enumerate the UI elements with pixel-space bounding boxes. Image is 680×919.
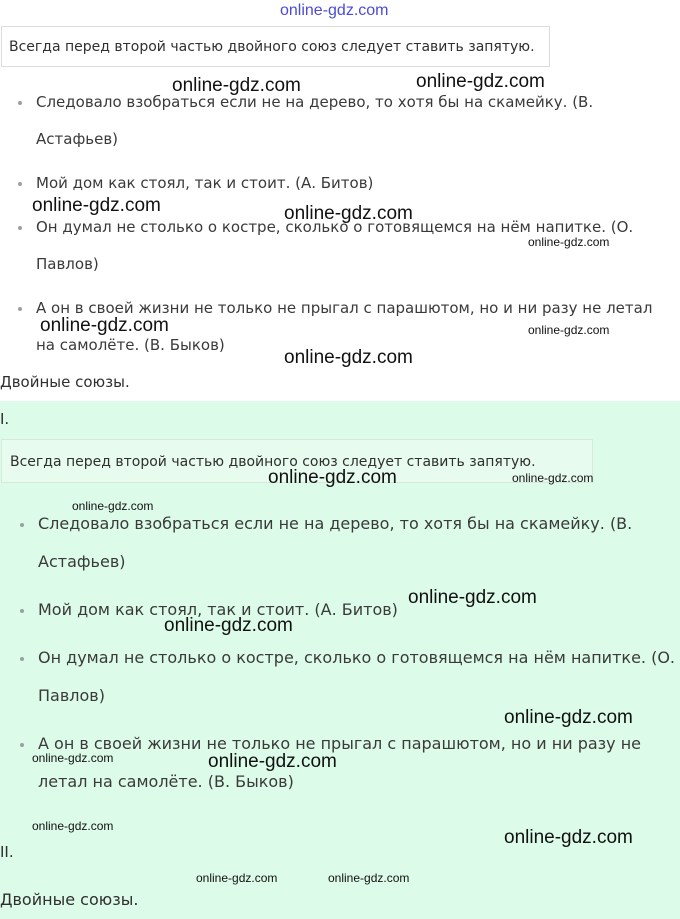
watermark: online-gdz.com (172, 75, 301, 96)
marker-2: II. (0, 843, 14, 861)
caption-1: Двойные союзы. (0, 373, 130, 391)
watermark: online-gdz.com (164, 615, 293, 636)
watermark: online-gdz.com (528, 235, 610, 249)
list-item: Он думал не столько о костре, сколько о готовящемся на нём напитке. (О. Павлов) (36, 209, 661, 283)
list-item: А он в своей жизни не только не прыгал с парашютом, но и ни разу не летал на самолёте. (В. Быков) (38, 725, 676, 801)
watermark: online-gdz.com (208, 751, 337, 772)
rule-box-1 (1, 26, 550, 67)
watermark: online-gdz.com (32, 819, 114, 833)
watermark: online-gdz.com (408, 587, 537, 608)
watermark: online-gdz.com (504, 707, 633, 728)
watermark: online-gdz.com (196, 871, 278, 885)
list-item: А он в своей жизни не только не прыгал с парашютом, но и ни разу не летал на самолёте. (В. Быков) (36, 290, 661, 364)
watermark: online-gdz.com (32, 751, 114, 765)
watermark: online-gdz.com (504, 827, 633, 848)
list-item: Следовало взобраться если не на дерево, то хотя бы на скамейку. (В. Астафьев) (38, 505, 676, 581)
caption-2: Двойные союзы. (0, 890, 139, 909)
rule-text-2: Всегда перед второй частью двойного союз следует ставить запятую. (10, 454, 536, 470)
list-item: Мой дом как стоял, так и стоит. (А. Битов) (36, 165, 661, 202)
watermark: online-gdz.com (528, 323, 610, 337)
list-item: Мой дом как стоял, так и стоит. (А. Битов) (38, 591, 676, 629)
watermark: online-gdz.com (40, 315, 169, 336)
list-item: Следовало взобраться если не на дерево, то хотя бы на скамейку. (В. Астафьев) (36, 84, 661, 158)
list-item: Он думал не столько о костре, сколько о готовящемся на нём напитке. (О. Павлов) (38, 639, 676, 715)
watermark: online-gdz.com (512, 471, 594, 485)
watermark: online-gdz.com (328, 871, 410, 885)
watermark: online-gdz.com (268, 467, 397, 488)
watermark: online-gdz.com (284, 347, 413, 368)
rule-text-1: Всегда перед второй частью двойного союз следует ставить запятую. (9, 39, 535, 55)
watermark-top: online-gdz.com (280, 2, 389, 19)
watermark: online-gdz.com (416, 71, 545, 92)
marker-1: I. (0, 410, 10, 428)
watermark: online-gdz.com (72, 499, 154, 513)
examples-list-2 (38, 505, 676, 811)
watermark: online-gdz.com (284, 203, 413, 224)
watermark: online-gdz.com (32, 195, 161, 216)
